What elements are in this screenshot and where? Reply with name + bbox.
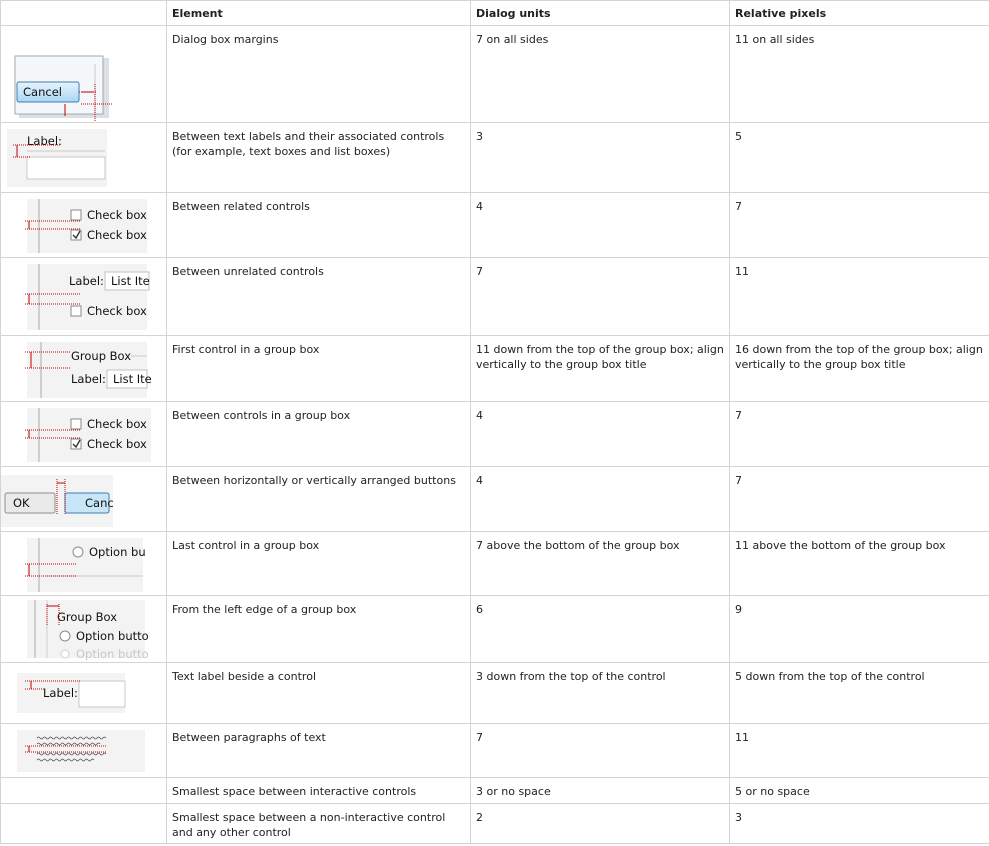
table-row [1,258,989,336]
table-row [1,402,989,467]
dialog-units-cell: 4 [471,193,730,258]
relative-pixels-cell: 7 [730,402,989,467]
dialog-units-cell: 7 [471,724,730,778]
table-row [1,336,989,402]
check-box-label-2: Check box [87,228,147,242]
dialog-units-cell: 4 [471,467,730,532]
paragraphs-illustration [1,724,167,778]
group-box-title: Group Box [71,349,132,363]
check-box-label-1: Check box [87,208,147,222]
relative-pixels-cell: 16 down from the top of the group box; align vertically to the group box title [730,336,989,402]
table-row [1,596,989,663]
table-row [1,778,989,804]
option-button-label: Option butto [76,629,149,643]
header-relative-pixels: Relative pixels [730,1,989,26]
relative-pixels-cell: 7 [730,467,989,532]
label-text: Label: [27,134,62,148]
table-row [1,123,989,193]
dialog-units-cell: 4 [471,402,730,467]
relative-pixels-cell: 3 [730,804,989,844]
illustration-paragraphs [1,724,167,778]
dialog-units-cell: 7 above the bottom of the group box [471,532,730,596]
table-row [1,804,989,844]
element-cell: Between controls in a group box [167,402,471,467]
header-image [1,1,167,26]
option-button-label: Option bu [89,545,146,559]
element-cell: Between related controls [167,193,471,258]
element-cell: Between unrelated controls [167,258,471,336]
relative-pixels-cell: 11 on all sides [730,26,989,123]
relative-pixels-cell: 5 down from the top of the control [730,663,989,724]
dialog-units-cell: 7 [471,258,730,336]
table-row [1,26,989,123]
illustration-unrelated-controls [1,258,167,336]
illustration-label-control [1,123,167,193]
label-text: Label: [71,372,106,386]
dialog-units-cell: 3 [471,123,730,193]
table-row [1,467,989,532]
left-edge-illustration [1,596,167,663]
unrelated-controls-illustration [1,258,167,336]
relative-pixels-cell: 11 [730,724,989,778]
check-box-label-2: Check box [87,437,147,451]
cancel-button-label: Cancel [23,85,62,99]
first-control-illustration [1,336,167,402]
dialog-units-cell: 2 [471,804,730,844]
cancel-button-label: Canc [85,496,114,510]
element-cell: Last control in a group box [167,532,471,596]
header-dialog-units: Dialog units [471,1,730,26]
element-cell: Text label beside a control [167,663,471,724]
dialog-units-cell: 6 [471,596,730,663]
element-cell: Smallest space between a non-interactive control and any other control [167,804,471,844]
illustration-left-edge-group-box [1,596,167,663]
label-text: Label: [69,274,104,288]
table-row [1,193,989,258]
illustration-dialog-margins [1,26,167,123]
relative-pixels-cell: 7 [730,193,989,258]
relative-pixels-cell: 9 [730,596,989,663]
list-item-text: List Ite [111,274,150,288]
option-button-label-faded: Option butto [76,647,149,661]
check-box-label: Check box [87,304,147,318]
check-box-label-1: Check box [87,417,147,431]
label-text: Label: [43,686,78,700]
buttons-illustration [1,467,167,532]
illustration-buttons [1,467,167,532]
group-box-title: Group Box [57,610,118,624]
element-cell: From the left edge of a group box [167,596,471,663]
relative-pixels-cell: 5 or no space [730,778,989,804]
relative-pixels-cell: 11 above the bottom of the group box [730,532,989,596]
list-item-text: List Ite [113,372,152,386]
element-cell: Between paragraphs of text [167,724,471,778]
element-cell: Between text labels and their associated controls (for example, text boxes and list boxes) [167,123,471,193]
ok-button-label: OK [13,496,30,510]
illustration-related-controls [1,193,167,258]
relative-pixels-cell: 11 [730,258,989,336]
illustration-text-label-beside [1,663,167,724]
element-cell: Between horizontally or vertically arranged buttons [167,467,471,532]
illustration-empty [1,778,167,804]
header-element: Element [167,1,471,26]
element-cell: First control in a group box [167,336,471,402]
illustration-first-control-group-box [1,336,167,402]
last-control-illustration [1,532,167,596]
relative-pixels-cell: 5 [730,123,989,193]
table-header-row [1,1,989,26]
dialog-units-cell: 7 on all sides [471,26,730,123]
dialog-units-cell: 3 down from the top of the control [471,663,730,724]
element-cell: Dialog box margins [167,26,471,123]
dialog-units-cell: 3 or no space [471,778,730,804]
text-label-illustration [1,663,167,724]
related-controls-illustration [1,193,167,258]
table-row [1,724,989,778]
illustration-controls-group-box [1,402,167,467]
table-row [1,663,989,724]
controls-group-box-illustration [1,402,167,467]
illustration-last-control [1,532,167,596]
dialog-margins-illustration [1,26,167,123]
element-cell: Smallest space between interactive controls [167,778,471,804]
label-control-illustration [1,123,167,193]
dialog-units-cell: 11 down from the top of the group box; align vertically to the group box title [471,336,730,402]
illustration-empty [1,804,167,844]
table-row [1,532,989,596]
